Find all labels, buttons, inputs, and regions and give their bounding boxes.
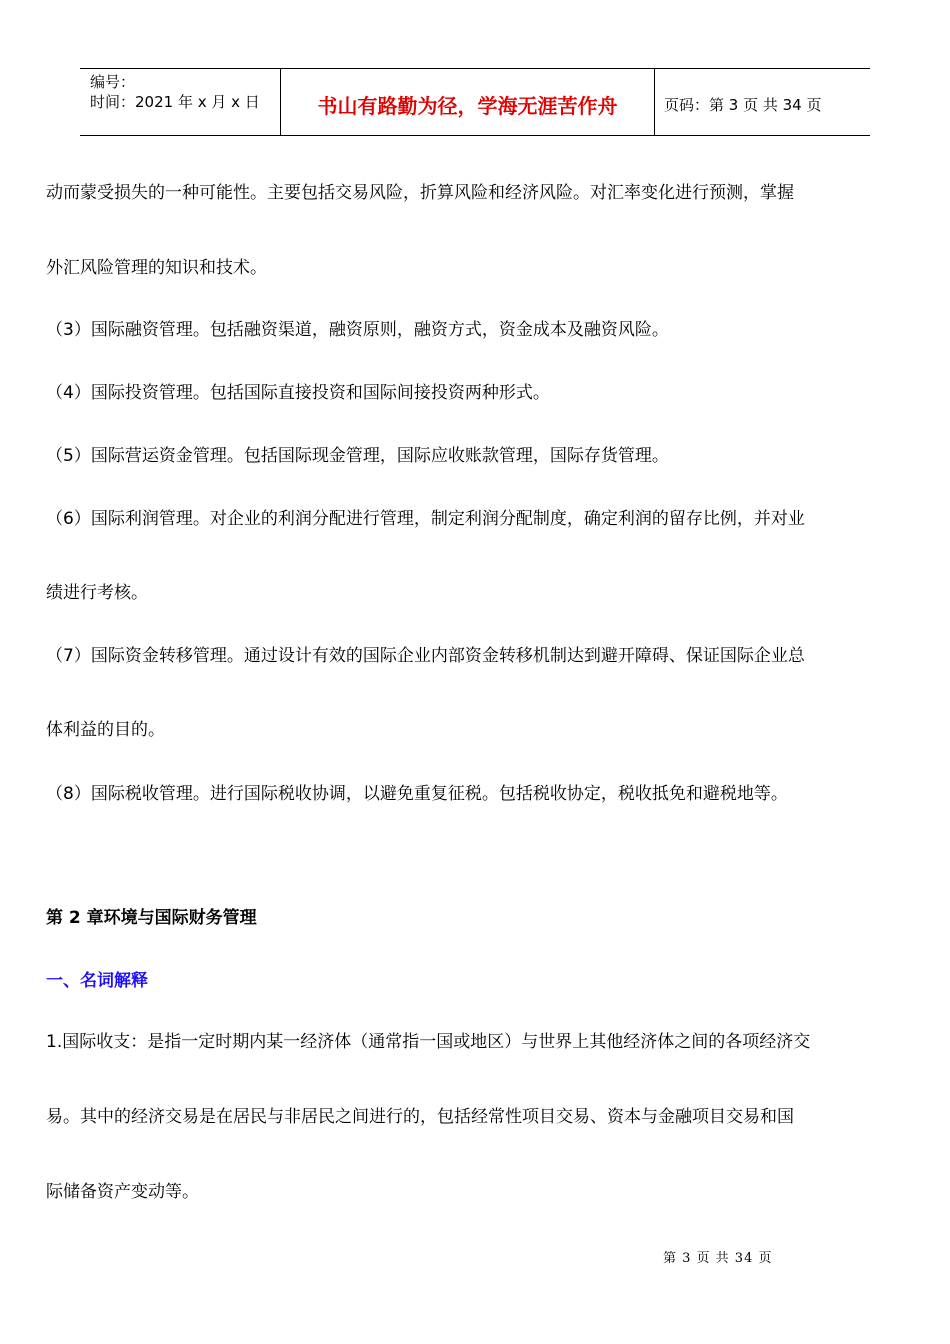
body-line: （6）国际利润管理。对企业的利润分配进行管理，制定利润分配制度，确定利润的留存比例，并对业 bbox=[46, 509, 805, 529]
body-line: （5）国际营运资金管理。包括国际现金管理，国际应收账款管理，国际存货管理。 bbox=[46, 446, 669, 466]
body-line: 体利益的目的。 bbox=[46, 720, 165, 740]
definition-line: 易。其中的经济交易是在居民与非居民之间进行的，包括经常性项目交易、资本与金融项目交易和国 bbox=[46, 1107, 794, 1127]
section-title: 一、名词解释 bbox=[46, 971, 148, 991]
body-line: （8）国际税收管理。进行国际税收协调，以避免重复征税。包括税收协定，税收抵免和避税地等。 bbox=[46, 784, 788, 804]
definition-line: 1.国际收支：是指一定时期内某一经济体（通常指一国或地区）与世界上其他经济体之间的各项经济交 bbox=[46, 1032, 811, 1052]
body-line: （7）国际资金转移管理。通过设计有效的国际企业内部资金转移机制达到避开障碍、保证国际企业总 bbox=[46, 646, 805, 666]
page-header bbox=[80, 68, 870, 136]
header-meta bbox=[80, 69, 281, 135]
body-line: 动而蒙受损失的一种可能性。主要包括交易风险，折算风险和经济风险。对汇率变化进行预测，掌握 bbox=[46, 183, 794, 203]
chapter-title: 第 2 章环境与国际财务管理 bbox=[46, 908, 257, 928]
body-line: （3）国际融资管理。包括融资渠道，融资原则，融资方式，资金成本及融资风险。 bbox=[46, 320, 669, 340]
definition-line: 际储备资产变动等。 bbox=[46, 1182, 199, 1202]
header-motto: 书山有路勤为径，学海无涯苦作舟 bbox=[281, 69, 655, 135]
body-line: （4）国际投资管理。包括国际直接投资和国际间接投资两种形式。 bbox=[46, 383, 550, 403]
body-line: 绩进行考核。 bbox=[46, 583, 148, 603]
body-line: 外汇风险管理的知识和技术。 bbox=[46, 258, 267, 278]
header-page-info: 页码：第 3 页 共 34 页 bbox=[664, 95, 822, 114]
page-footer: 第 3 页 共 34 页 bbox=[663, 1251, 773, 1266]
header-code-label: 编号： bbox=[90, 73, 136, 91]
header-date: 时间：2021 年 x 月 x 日 bbox=[90, 93, 260, 111]
